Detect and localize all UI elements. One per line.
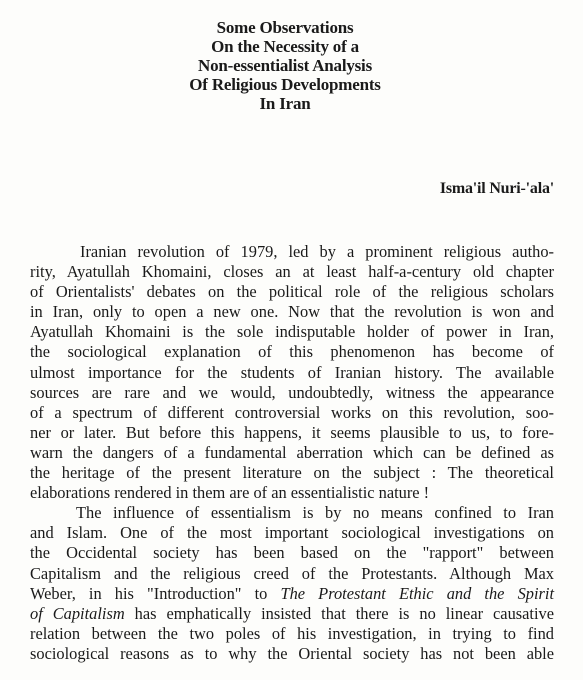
text-line: rity, Ayatullah Khomaini, closes an at least half-a-century old chapter [30, 262, 554, 282]
text-line: warn the dangers of a fundamental aberration which can be defined as [30, 442, 554, 462]
title-line: Some Observations [216, 18, 354, 37]
text-line: in Iran, only to open a new one. Now that the revolution is won and [30, 302, 554, 322]
paragraph-2 [30, 503, 554, 664]
text-line: ner or later. But before this happens, it seems plausible to us, to fore- [30, 422, 554, 442]
text-line: elaborations rendered in them are of an essentialistic nature ! [30, 483, 430, 503]
author-name: Isma'il Nuri-'ala' [439, 180, 554, 197]
text-line: of a spectrum of different controversial works on this revolution, soo- [30, 402, 554, 422]
paper-title [80, 18, 490, 113]
text-line: The influence of essentialism is by no means confined to Iran [76, 503, 554, 523]
text-line: Iranian revolution of 1979, led by a prominent religious autho- [80, 242, 554, 261]
text-line: Ayatullah Khomaini is the sole indisputable holder of power in Iran, [30, 322, 554, 342]
text-run: Weber, in his "Introduction" to [30, 583, 281, 603]
book-title-italic: of Capitalism [30, 603, 125, 623]
text-line: and Islam. One of the most important sociological investigations on [30, 523, 554, 543]
title-line: On the Necessity of a [211, 37, 359, 56]
text-line: sources are rare and we would, undoubtedly, witness the appearance [30, 382, 554, 402]
paragraph-1 [30, 242, 554, 503]
text-run: has emphatically insisted that there is no linear causative [124, 603, 554, 623]
text-line: the sociological explanation of this phenomenon has become of [30, 342, 554, 362]
title-line: Non-essentialist Analysis [198, 56, 372, 75]
text-line: the Occidental society has been based on the "rapport" between [30, 543, 554, 563]
book-title-italic: The Protestant Ethic and the Spirit [280, 583, 554, 603]
title-line: Of Religious Developments [189, 75, 381, 94]
text-line: the heritage of the present literature on the subject : The theoretical [30, 463, 554, 483]
text-line: of Orientalists' debates on the political role of the religious scholars [30, 282, 554, 302]
text-line: relation between the two poles of his investigation, in trying to find [30, 623, 554, 643]
text-line: sociological reasons as to why the Oriental society has not been able [30, 643, 554, 663]
text-line [30, 604, 554, 624]
text-line: Capitalism and the religious creed of the Protestants. Although Max [30, 563, 554, 583]
body-text [30, 242, 554, 664]
title-line: In Iran [259, 94, 311, 113]
text-line: ulmost importance for the students of Iranian history. The available [30, 362, 554, 382]
text-line [30, 584, 554, 604]
